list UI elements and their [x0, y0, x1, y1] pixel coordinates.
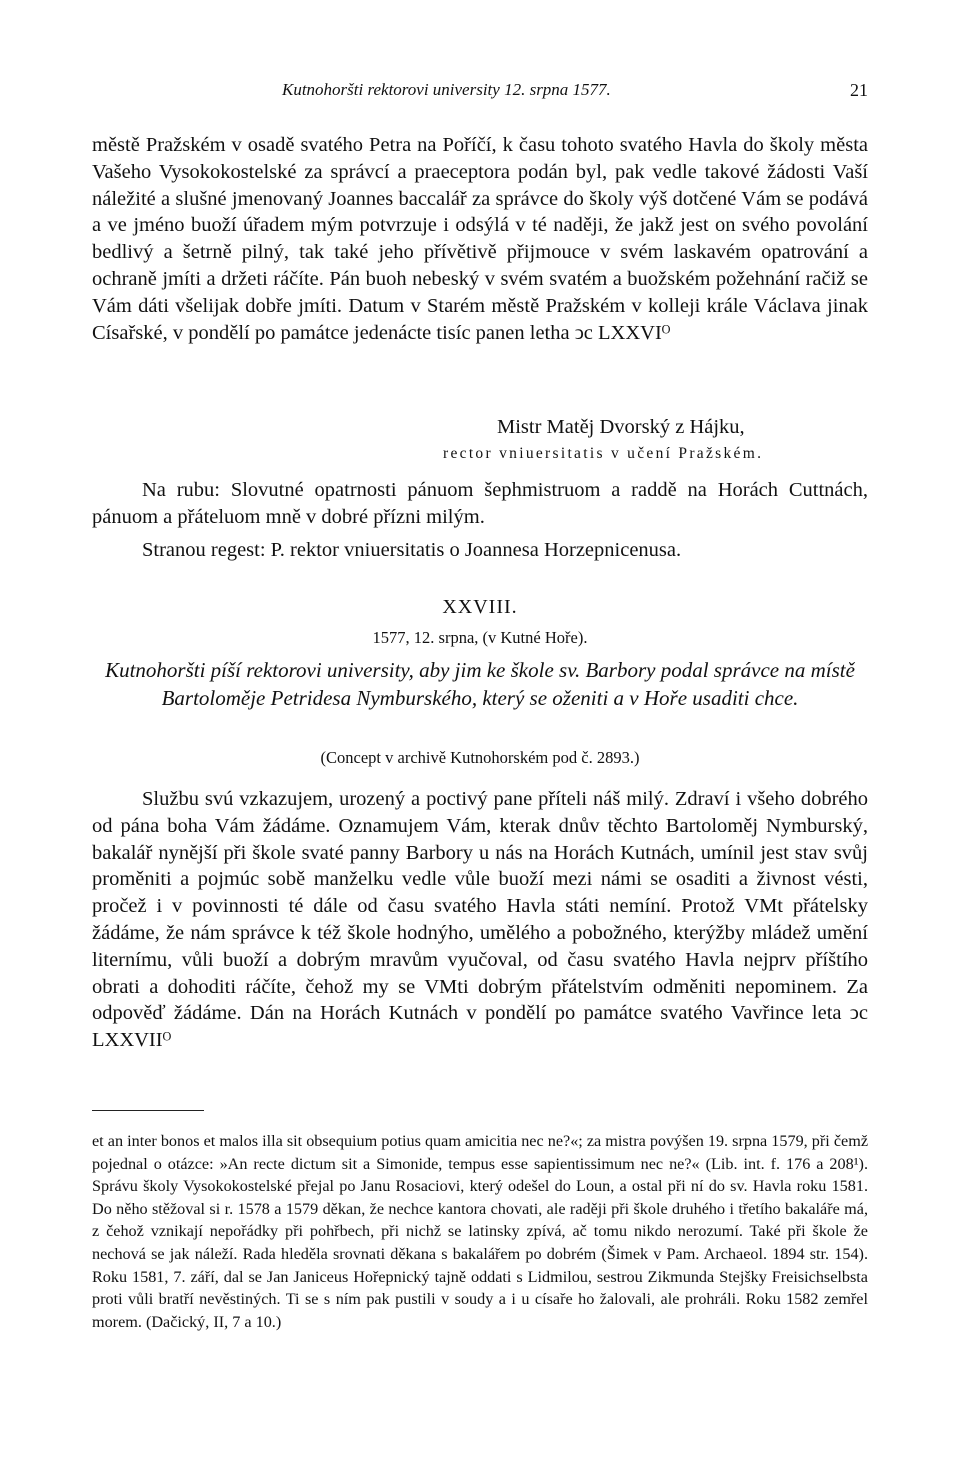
document-date: 1577, 12. srpna, (v Kutné Hoře). — [372, 628, 588, 647]
document-body-paragraph: Službu svú vzkazujem, urozený a poctivý pane příteli náš milý. Zdraví i všeho dobrého od pána boha Vám žádáme. Oznamujem Vám, kterak dnův těchto Bartoloměj Nymburský, bakalář nynější při škole svaté panny Barbory u nás na Horách Kutnách, umínil jest stav svůj proměniti a pojmúc sobě manželku vedle vůle buoží mezi námi se osaditi a živnost vésti, pročež i v povinnosti té dále od času svatého Havla státi nemíní. Protož VMt přátelsky žádáme, že nám správce k též škole hodnýho, umělého a pobožného, kterýžby mládež umění liternímu, vůli buoží a dobrým mravům vyučoval, od času svatého Havla nejprv příštího obrati a dohoditi ráčíte, čehož my se VMti dobrým přátelstvím odměniti nepominem. Za odpověď žádáme. Dán na Horách Kutnách v pondělí po památce svatého Vavřince leta ↄc LXXVIIᴼ — [92, 788, 868, 1052]
page-number: 21 — [850, 80, 868, 100]
footnote: et an inter bonos et malos illa sit obsequium potius quam amicitia nec ne?«; za mistra povýšen 19. srpna 1579, při čemž pojednal o otázce: »An recte dictum sit a Simonide, tempus esse sapientissimum nec ne?« (Lib. int. f. 176 a 208¹). Správu školy Vysokokostelské přejal po Janu Rosaciovi, který odešel do Loun, a ostal při ní do sv. Havla roku 1581. Do něho stěžoval si r. 1578 a 1579 děkan, že nechce kantora chovati, ale raději při škole druhého i třetího bakaláře má, z čehož vznikají nepořádky při pohřbech, při nichž se latinsky zpívá, ač tomu nikdo nerozumí. Také při škole že nechová se jak náleží. Rada hleděla srovnati děkana s bakalářem po dobrém (Šimek v Pam. Archaeol. 1894 str. 154). Roku 1581, 7. září, dal se Jan Janiceus Hořepnický tajně oddati s Lidmilou, sestrou Zikmunda Stejšky Freisichselbsta proti vůli bratří nevěstiných. Ti se s ním pak pustili v soudy a i u císaře ho žalovali, ale prohráli. Roku 1582 zemřel morem. (Dačický, II, 7 a 10.) — [92, 1132, 868, 1331]
document-body — [92, 786, 868, 1054]
document-number: XXVIII. — [442, 596, 518, 618]
footnote-separator — [92, 1110, 204, 1111]
running-header — [92, 80, 868, 106]
document-source: (Concept v archivě Kutnohorském pod č. 2893.) — [320, 748, 640, 767]
signature-title: rector vniuersitatis v učení Pražském. — [443, 445, 764, 462]
signature-name: Mistr Matěj Dvorský z Hájku, — [497, 416, 745, 438]
letter-paragraph: městě Pražském v osadě svatého Petra na Poříčí, k času tohoto svatého Havla do školy města Vašeho Vysokokostelské za správcí a praeceptora podán byl, pak vedle takové žádosti Vaší náležité a slušné jmenovaný Joannes baccalář za správce do školy výš dotčené Vám se podává a ve jméno buoží úřadem mým potvrzuje i odsýlá v té naději, že jakž jest on svého povolání bedlivý a šetrně pilný, tak také jeho přívětivě přijmouce v svém laskavém opatrování a ochraně jmíti a držeti ráčíte. Pán buoh nebeský v svém svatém a buožském požehnání račiž se Vám dáti všelijak dobře jmíti. Datum v Starém městě Pražském v kolleji krále Václava jinak Císařské, v pondělí po památce jedenácte tisíc panen letha ↄc LXXVIᴼ — [92, 134, 868, 344]
letter-continuation — [92, 132, 868, 346]
side-note: Stranou regest: P. rektor vniuersitatis o Joannesa Horzepnicenusa. — [142, 538, 682, 561]
reverse-note: Na rubu: Slovutné opatrnosti pánuom šephmistruom a raddě na Horách Cuttnách, pánuom a přáteluom mně v dobré přízni milým. — [92, 479, 868, 528]
document-summary: Kutnohoršti píší rektorovi university, aby jim ke škole sv. Barbory podal správce na místě Bartoloměje Petridesa Nymburského, který se oženiti a v Hoře usaditi chce. — [105, 658, 855, 710]
archival-notes — [92, 477, 868, 563]
running-title: Kutnohoršti rektorovi university 12. srpna 1577. — [282, 80, 611, 99]
